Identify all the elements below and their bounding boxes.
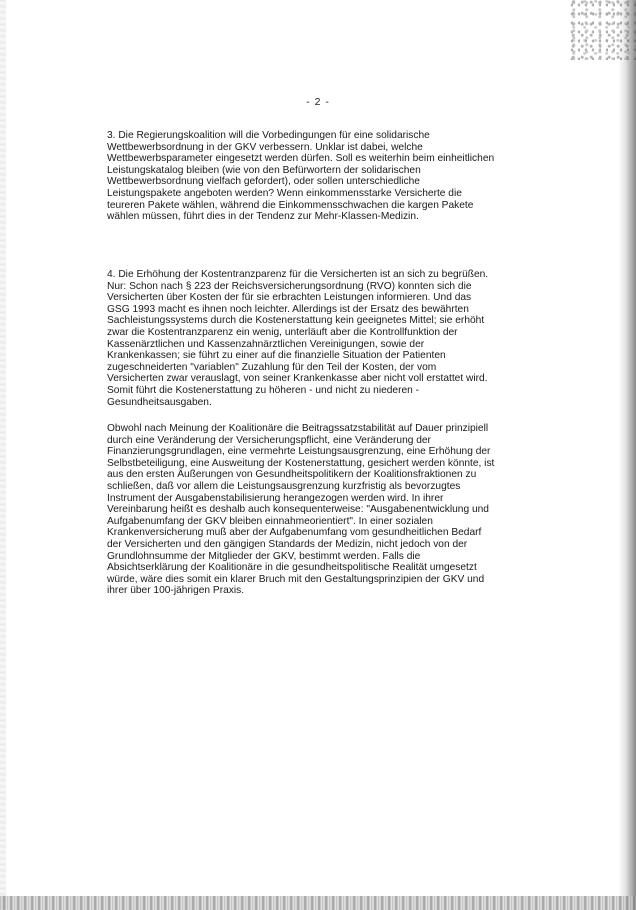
text-line: Versicherten zwar verauslagt, von seiner Krankenkasse aber nicht voll erstattet wird. xyxy=(107,373,488,385)
text-line: Sachleistungssystems durch die Kostenerstattung kein geeignetes Mittel; sie erhöht xyxy=(107,315,485,327)
text-line: 4. Die Erhöhung der Kostentranzparenz für die Versicherten ist an sich zu begrüßen. xyxy=(107,269,489,280)
text-line: Kassenärztlichen und Kassenzahnärztlichen Vereinigungen, sowie der xyxy=(107,338,425,350)
text-line: würde, wäre dies somit ein klarer Bruch mit den Gestaltungsprinzipien der GKV und xyxy=(107,573,485,585)
scan-edge-bottom xyxy=(0,896,636,910)
text-line: ihrer über 100-jährigen Praxis. xyxy=(107,585,245,597)
text-line: Obwohl nach Meinung der Koalitionäre die Beitragssatzstabilität auf Dauer prinzipiell xyxy=(107,423,489,434)
text-line: Wettbewerbsordnung in der GKV verbessern. Unklar ist dabei, welche xyxy=(107,141,423,153)
text-line: Aufgabenumfang der GKV bleiben einnahmeorientiert". In einer sozialen xyxy=(107,515,433,527)
text-line: zugeschneiderten "variablen" Zuzahlung für den Teil der Kosten, der vom xyxy=(107,361,437,373)
text-line: Leistungspakete angeboten werden? Wenn einkommensstarke Versicherte die xyxy=(107,187,462,199)
text-line: Vereinbarung heißt es deshalb auch konsequenterweise: "Ausgabenentwicklung und xyxy=(107,504,489,516)
text-line: Somit führt die Kostenerstattung zu höheren - und nicht zu niederen - xyxy=(107,384,420,396)
text-line: 3. Die Regierungskoalition will die Vorbedingungen für eine solidarische xyxy=(107,130,430,141)
text-line: zwar die Kostentranzparenz ein wenig, unterläuft aber die Kontrollfunktion der xyxy=(107,326,458,338)
scan-speckle xyxy=(566,0,636,60)
text-line: Nur: Schon nach § 223 der Reichsversicherungsordnung (RVO) konnten sich die xyxy=(107,280,472,292)
text-line: Grundlohnsumme der Mitglieder der GKV, bestimmt werden. Falls die xyxy=(107,550,421,562)
text-line: aus den ersten Äußerungen von Gesundheitspolitikern der Koalitionsfraktionen zu xyxy=(107,469,477,481)
text-line: Krankenkassen; sie führt zu einer auf die finanzielle Situation der Patienten xyxy=(107,350,446,362)
text-line: durch eine Veränderung der Versicherungspflicht, eine Veränderung der xyxy=(107,434,431,446)
scan-edge-right xyxy=(618,0,636,910)
text-line: Wettbewerbsordnung vielfach gefordert), oder sollen unterschiedliche xyxy=(107,176,420,188)
text-line: Krankenversicherung muß aber der Aufgabenumfang vom gesundheitlichen Bedarf xyxy=(107,527,482,539)
text-line: GSG 1993 macht es ihnen noch leichter. Allerdings ist der Ersatz des bewährten xyxy=(107,303,469,315)
paragraph-item-4 xyxy=(107,269,529,408)
text-line: Finanzierungsgrundlagen, eine vermehrte Leistungsausgrenzung, eine Erhöhung der xyxy=(107,446,491,458)
text-line: Instrument der Ausgabenstabilisierung herangezogen werden wird. In ihrer xyxy=(107,492,444,504)
text-line: Leistungskatalog bleiben (wie von den Befürwortern der solidarischen xyxy=(107,164,421,176)
text-line: wählen müssen, führt dies in der Tendenz zur Mehr-Klassen-Medizin. xyxy=(107,211,419,223)
page-number: - 2 - xyxy=(306,96,330,108)
paragraph-item-4-continued xyxy=(107,423,529,597)
paragraph-item-3 xyxy=(107,130,529,223)
text-line: schließen, daß vor allem die Leistungsausgrenzung kurzfristig als bevorzugtes xyxy=(107,480,461,492)
text-line: Wettbewerbsparameter eingesetzt werden dürfen. Soll es weiterhin beim einheitlichen xyxy=(107,153,495,165)
text-line: Absichtserklärung der Koalitionäre in die gesundheitspolitische Realität umgesetzt xyxy=(107,562,477,574)
text-line: der Versicherten und den gängigen Standards der Medizin, nicht jedoch von der xyxy=(107,538,468,550)
text-line: Versicherten über Kosten der für sie erbrachten Leistungen informieren. Und das xyxy=(107,292,472,304)
text-line: Gesundheitsausgaben. xyxy=(107,396,212,408)
text-line: teureren Pakete wählen, während die Einkommensschwachen die kargen Pakete xyxy=(107,199,474,211)
scan-edge-left xyxy=(0,0,6,910)
text-line: Selbstbeteiligung, eine Ausweitung der Kostenerstattung, gesichert werden könnte, ist xyxy=(107,457,495,469)
